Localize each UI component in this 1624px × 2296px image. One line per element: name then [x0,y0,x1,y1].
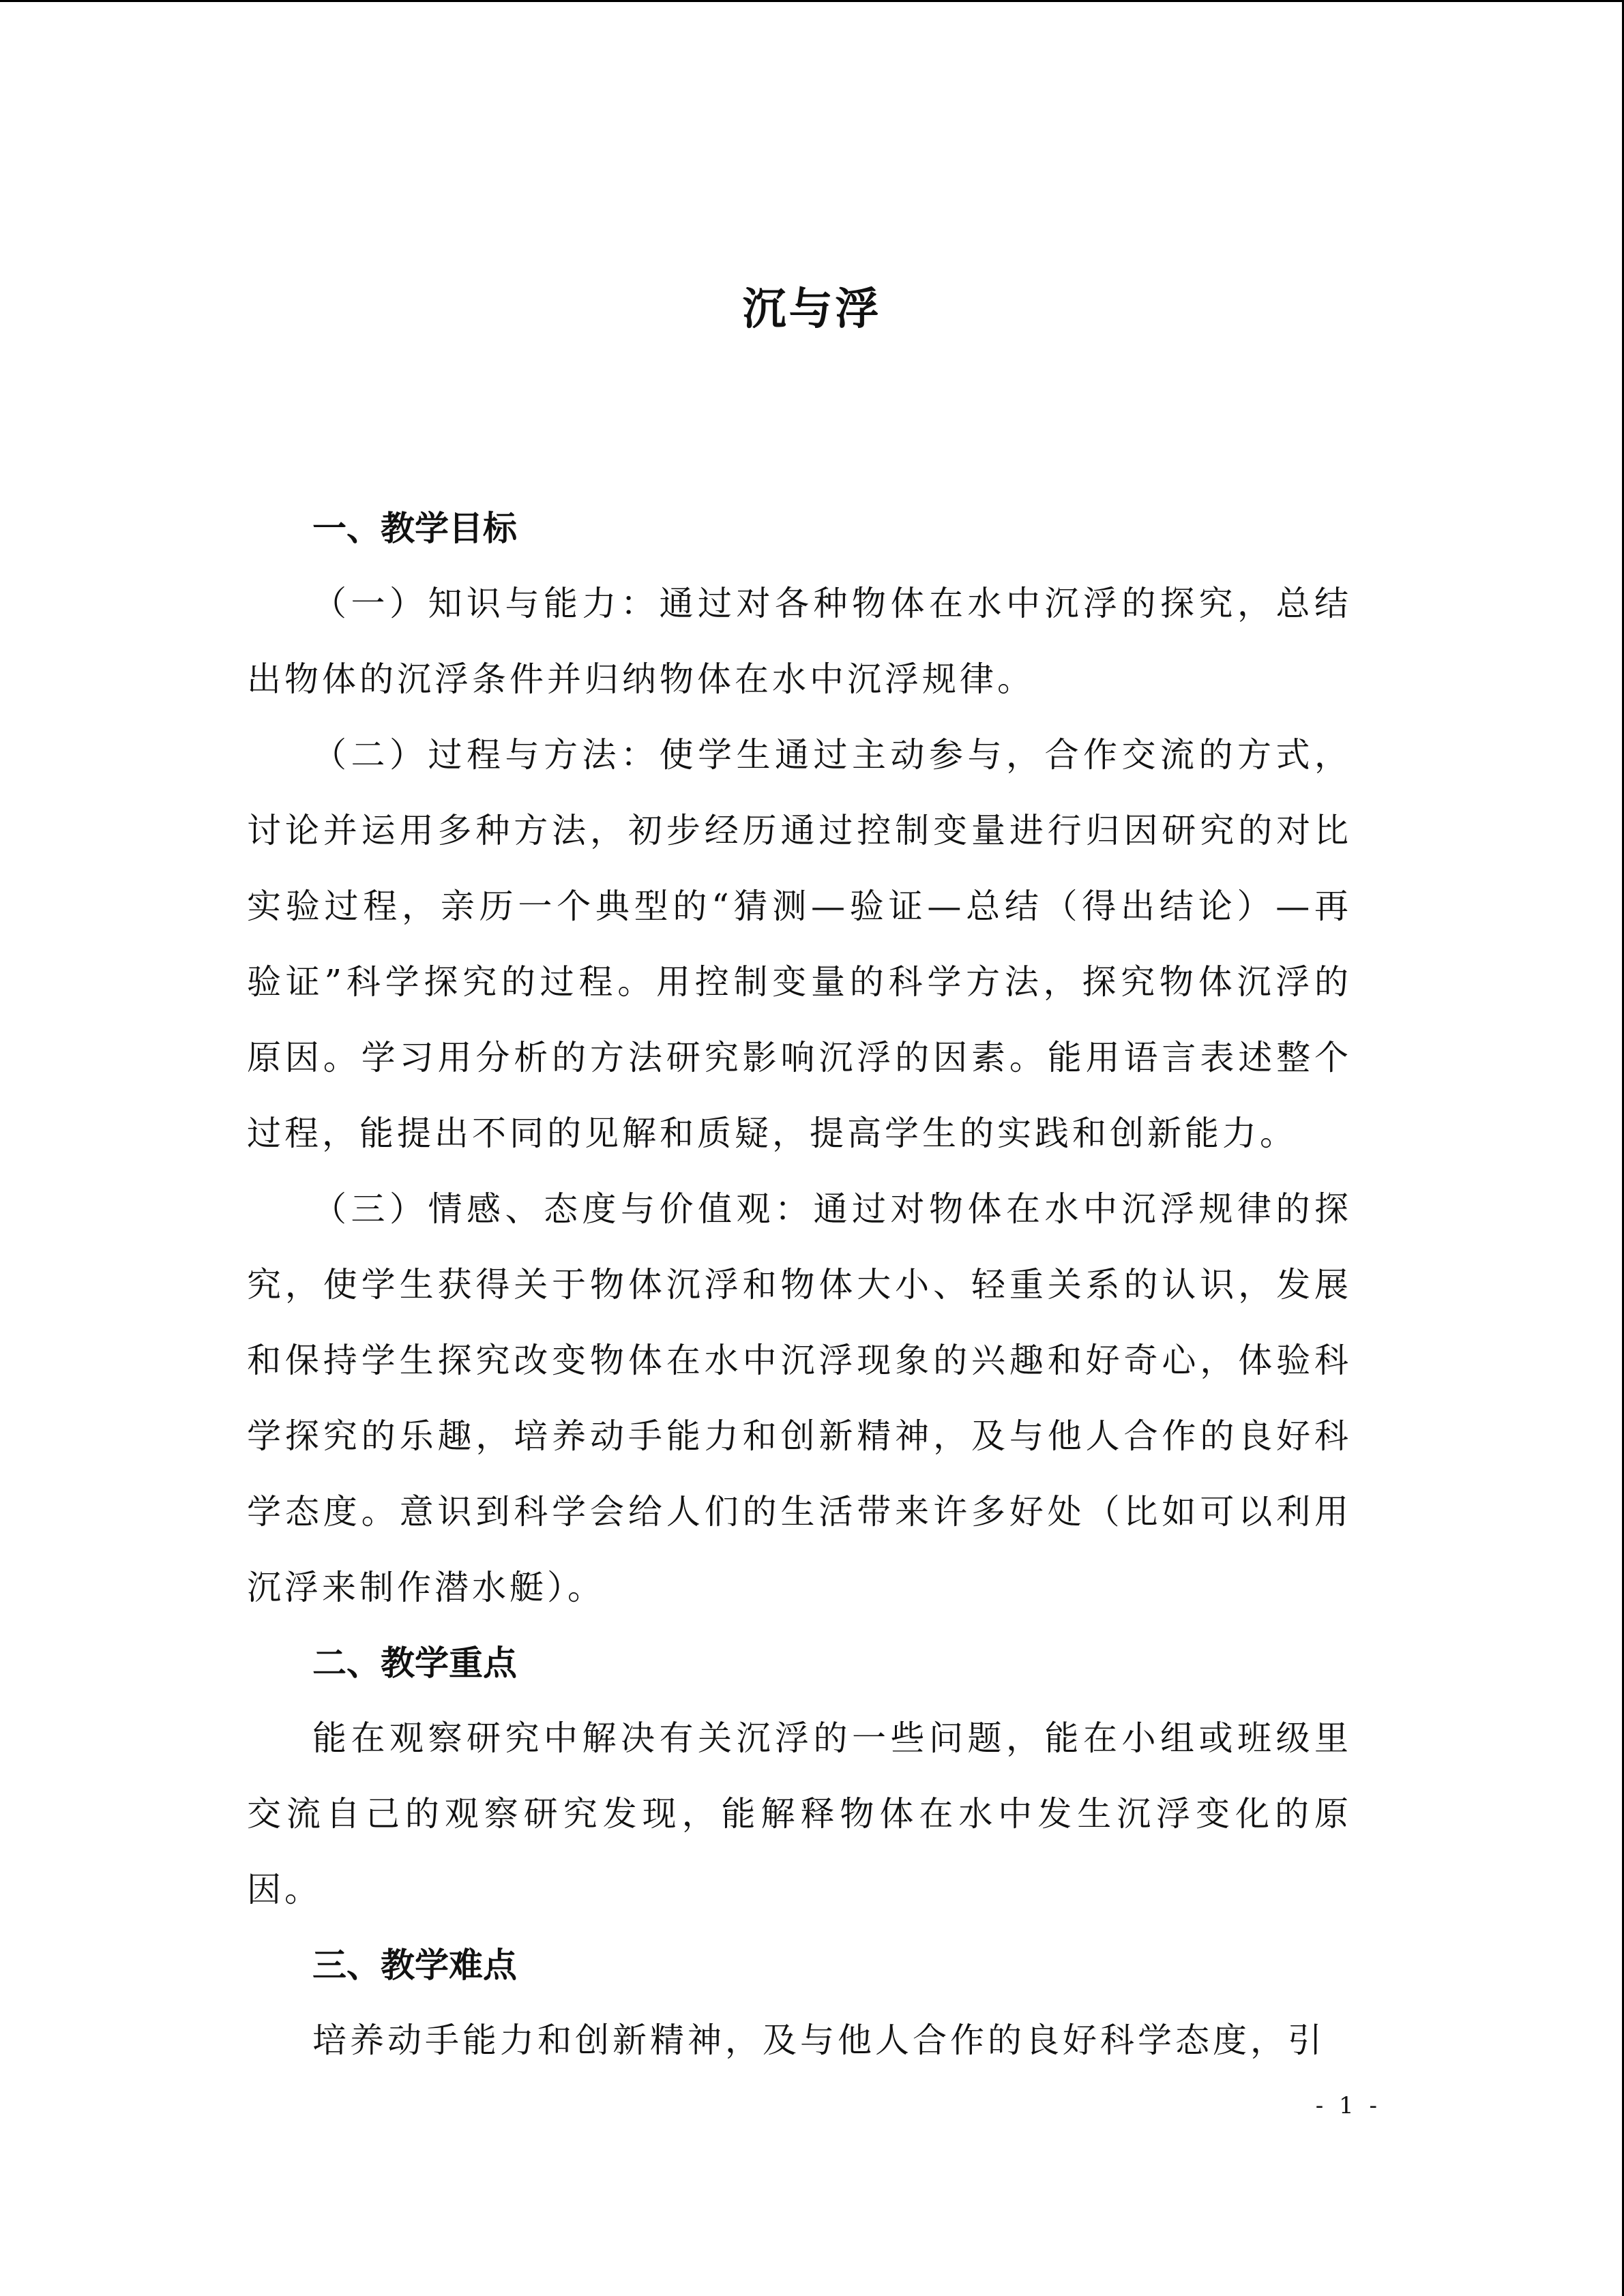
document-title: 沉与浮 [742,284,882,335]
document-body [247,491,1352,2078]
section-heading-key-points: 二、教学重点 [312,1643,517,1683]
section-heading-objectives: 一、教学目标 [312,509,517,548]
paragraph-emotion-attitude: （三）情感、态度与价值观：通过对物体在水中沉浮规律的探究，使学生获得关于物体沉浮和物体大小、轻重关系的认识，发展和保持学生探究改变物体在水中沉浮现象的兴趣和好奇心，体验科学探究的乐趣，培养动手能力和创新精神，及与他人合作的良好科学态度。意识到科学会给人们的生活带来许多好处（比如可以利用沉浮来制作潜水艇）。 [247,1189,1352,1607]
paragraph-difficulties: 培养动手能力和创新精神，及与他人合作的良好科学态度，引 [312,2021,1325,2060]
section-heading-difficulties: 三、教学难点 [312,1945,517,1985]
paragraph-process-method: （二）过程与方法：使学生通过主动参与，合作交流的方式，讨论并运用多种方法，初步经历通过控制变量进行归因研究的对比实验过程，亲历一个典型的“猜测—验证—总结（得出结论）—再验证”科学探究的过程。用控制变量的科学方法，探究物体沉浮的原因。学习用分析的方法研究影响沉浮的因素。能用语言表述整个过程，能提出不同的见解和质疑，提高学生的实践和创新能力。 [247,735,1352,1153]
page-number: - 1 - [1315,2092,1381,2119]
paragraph-key-points: 能在观察研究中解决有关沉浮的一些问题，能在小组或班级里交流自己的观察研究发现，能解释物体在水中发生沉浮变化的原因。 [247,1718,1352,1909]
paragraph-knowledge-ability: （一）知识与能力：通过对各种物体在水中沉浮的探究，总结出物体的沉浮条件并归纳物体在水中沉浮规律。 [247,584,1352,699]
page-border-top [0,0,1624,2]
